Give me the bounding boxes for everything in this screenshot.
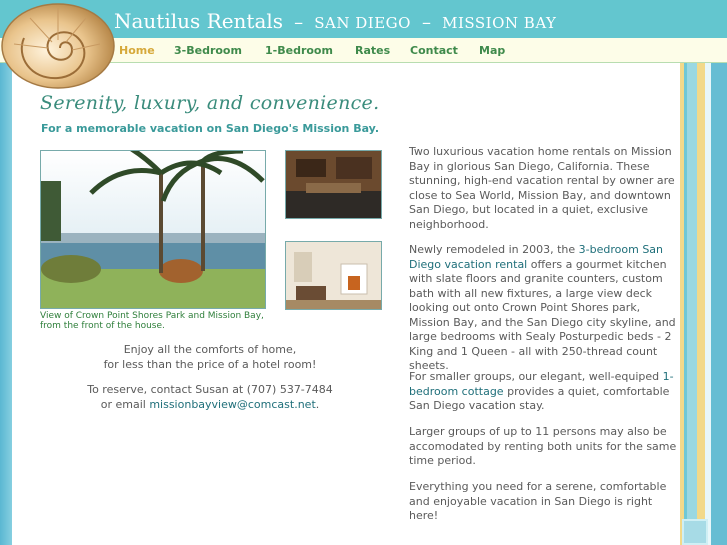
email-line	[40, 397, 380, 412]
nautilus-shell-icon[interactable]	[0, 0, 116, 92]
reserve-text: To reserve, contact Susan at (707) 537-7484	[87, 383, 333, 396]
right-frame	[687, 0, 727, 545]
beach-photo[interactable]	[40, 150, 266, 309]
title-city: SAN DIEGO	[314, 14, 411, 32]
cottage-paragraph	[409, 370, 679, 414]
nav-3-bedroom[interactable]: 3-Bedroom	[174, 44, 242, 57]
site-title	[114, 9, 556, 33]
intro-paragraph: Two luxurious vacation home rentals on Mission Bay in glorious San Diego, California. These stunning, high-end vacation rental by owner are close to Sea World, Mission Bay, and downtown San Diego, but located in a quiet, exclusive neighborhood.	[409, 145, 675, 231]
living-room-photo-image	[286, 242, 381, 309]
site-brand: Nautilus Rentals	[114, 9, 284, 33]
email-suffix: .	[315, 398, 320, 411]
comforts-line-1: Enjoy all the comforts of home,	[123, 343, 297, 356]
email-prefix: or email	[100, 398, 146, 411]
three-bedroom-text-after: offers a gourmet kitchen with slate floors and granite counters, custom bath with all new fixtures, a large view deck looking out onto Crown Point Shores park, Mission Bay, and the San Diego city skyline, and large bedrooms with Sealy Posturpedic beds - 2 King and 1 Queen - all with 250-thread count sheets.	[409, 257, 676, 372]
nav-home[interactable]: Home	[119, 44, 155, 57]
corner-decoration	[682, 519, 708, 545]
groups-paragraph: Larger groups of up to 11 persons may also be accomodated by renting both units for the same time period.	[409, 425, 677, 467]
kitchen-photo[interactable]	[285, 150, 382, 219]
email-link[interactable]: missionbayview@comcast.net	[149, 398, 316, 411]
photo-caption: View of Crown Point Shores Park and Mission Bay, from the front of the house.	[40, 311, 264, 331]
title-separator: –	[294, 12, 304, 33]
title-area: MISSION BAY	[442, 14, 557, 32]
nav-1-bedroom[interactable]: 1-Bedroom	[265, 44, 333, 57]
cottage-text-after: provides a quiet, comfortable San Diego vacation stay.	[409, 384, 670, 412]
cottage-link[interactable]: 1-bedroom cottage	[409, 370, 674, 398]
page-subheadline: For a memorable vacation on San Diego's Mission Bay.	[41, 122, 380, 135]
living-room-photo[interactable]	[285, 241, 382, 310]
beach-photo-image	[41, 151, 265, 308]
page-headline: Serenity, luxury, and convenience.	[40, 92, 380, 114]
nav-rates[interactable]: Rates	[355, 44, 391, 57]
three-bedroom-paragraph	[409, 243, 679, 374]
closing-paragraph: Everything you need for a serene, comfortable and enjoyable vacation in San Diego is right here!	[409, 480, 667, 522]
nav-contact[interactable]: Contact	[410, 44, 458, 57]
three-bedroom-link[interactable]: 3-bedroom San Diego vacation rental	[409, 243, 664, 271]
kitchen-photo-image	[286, 151, 381, 218]
cottage-text-before: For smaller groups, our elegant, well-equiped	[409, 370, 660, 383]
three-bedroom-text-before: Newly remodeled in 2003, the	[409, 243, 576, 256]
nav-map[interactable]: Map	[479, 44, 506, 57]
comforts-line-2: for less than the price of a hotel room!	[103, 358, 317, 371]
title-separator: –	[422, 12, 432, 33]
